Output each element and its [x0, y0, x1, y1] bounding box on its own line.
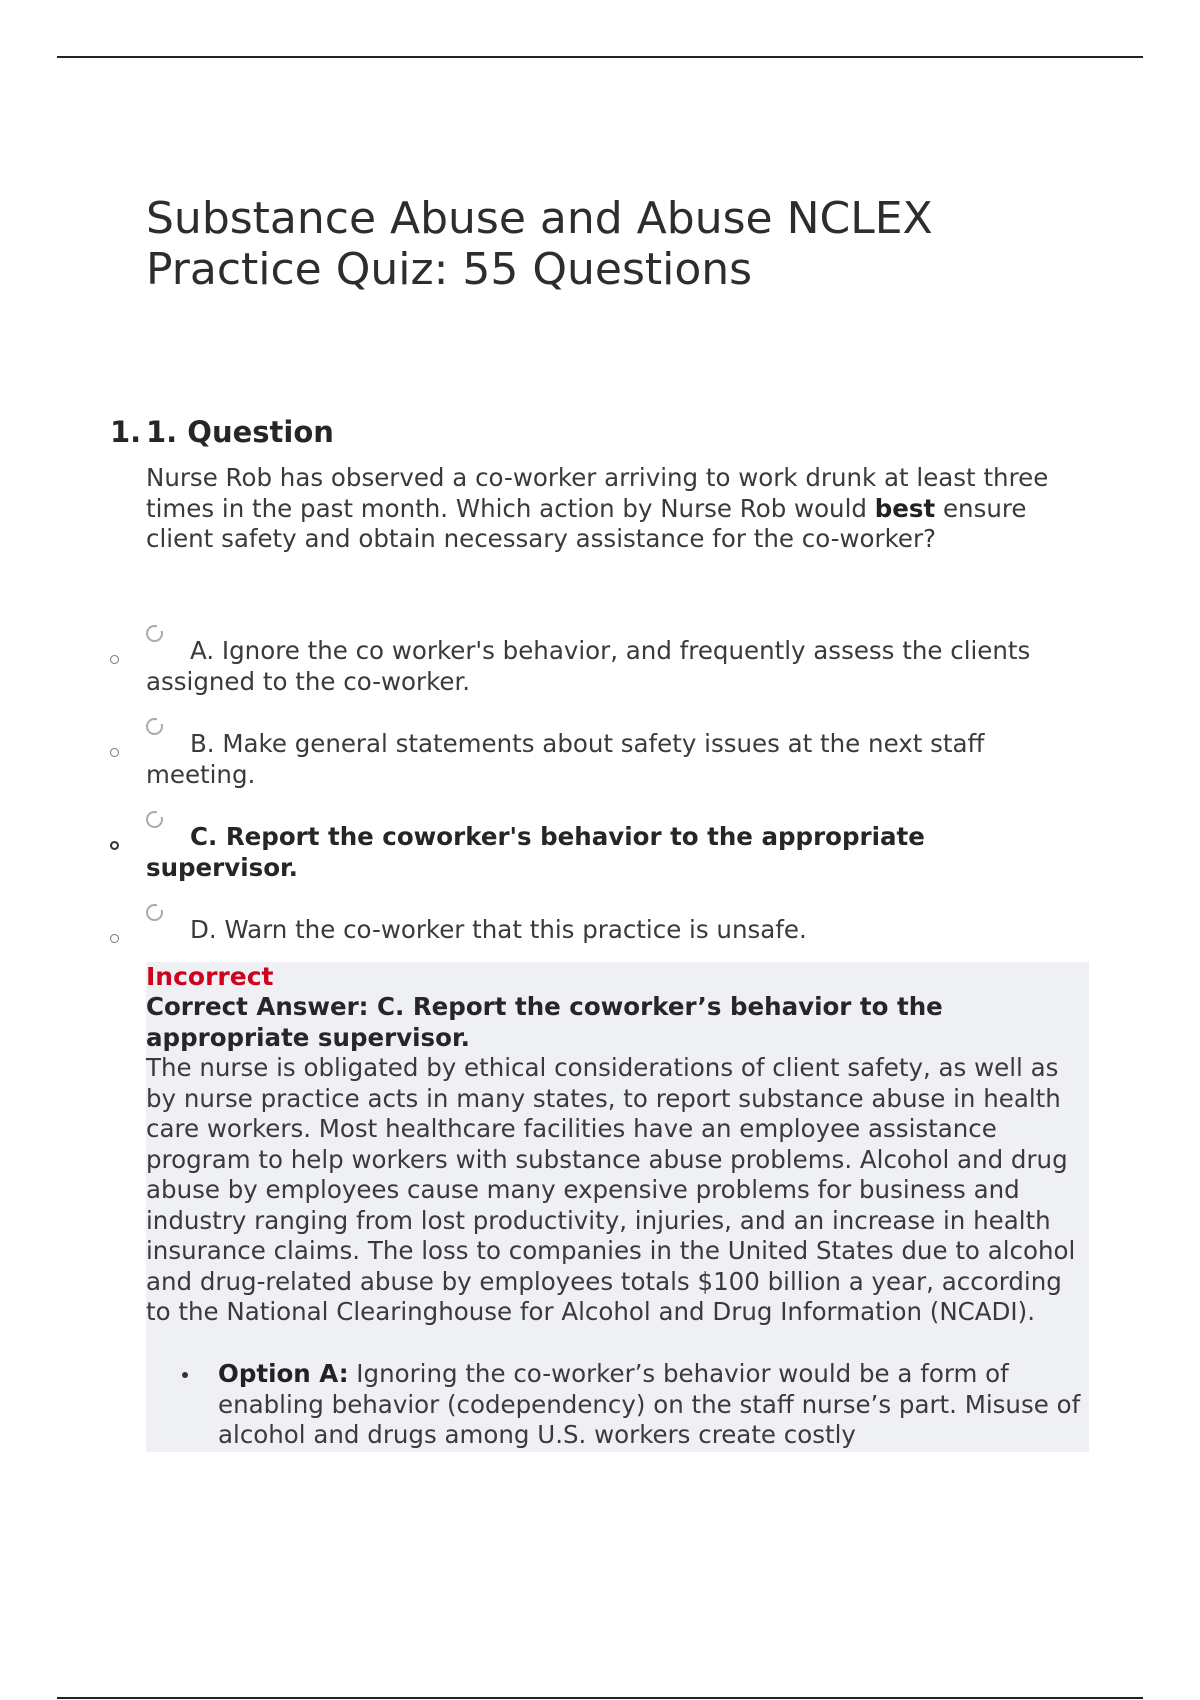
question-list-number: 1. — [110, 415, 142, 449]
correct-answer: Correct Answer: C. Report the coworker’s behavior to the appropriate supervisor. — [146, 992, 943, 1052]
feedback-status: Incorrect — [146, 962, 274, 991]
answer-option-b-label: B. Make general statements about safety issues at the next staff meeting. — [146, 729, 985, 789]
question-heading-label: 1. Question — [146, 415, 334, 449]
answer-option-d-label: D. Warn the co-worker that this practice is unsafe. — [190, 915, 807, 944]
question-text-end: ensure client safety and obtain necessary assistance for the co-worker? — [146, 493, 1027, 553]
top-rule — [57, 56, 1143, 58]
list-bullet-icon — [110, 655, 119, 664]
question-text-start: Nurse Rob has observed a co-worker arriving to work drunk at least three times in the past month. Which action by Nurse Rob would — [146, 463, 1049, 523]
answer-feedback-panel — [146, 962, 1089, 1452]
list-bullet-icon — [110, 841, 119, 850]
option-explanation-a — [182, 1359, 1089, 1451]
question-text-emphasis: best — [874, 493, 936, 523]
answer-option-c-label: C. Report the coworker's behavior to the appropriate supervisor. — [146, 822, 925, 882]
question-heading — [110, 415, 334, 449]
bottom-rule — [57, 1697, 1143, 1699]
list-bullet-icon — [110, 748, 119, 757]
question-text — [146, 463, 1076, 555]
bullet-icon — [182, 1372, 188, 1378]
answer-option-a-label: A. Ignore the co worker's behavior, and frequently assess the clients assigned to the co-worker. — [146, 636, 1031, 696]
option-explanation-label: Option A: — [218, 1359, 349, 1388]
option-explanation-text: Ignoring the co-worker’s behavior would be a form of enabling behavior (codependency) on the staff nurse’s part. Misuse of alcohol and drugs among U.S. workers create costly — [218, 1359, 1081, 1449]
list-bullet-icon — [110, 934, 119, 943]
option-explanations-list — [182, 1359, 1089, 1452]
page-title: Substance Abuse and Abuse NCLEX Practice Quiz: 55 Questions — [146, 193, 933, 295]
rationale-text: The nurse is obligated by ethical considerations of client safety, as well as by nurse practice acts in many states, to report substance abuse in health care workers. Most healthcare facilities have an employee assistance program to help workers with substance abuse problems. Alcohol and drug abuse by employees cause many expensive problems for business and industry ranging from lost productivity, injuries, and an increase in health insurance claims. The loss to companies in the United States due to alcohol and drug-related abuse by employees totals $100 billion a year, according to the National Clearinghouse for Alcohol and Drug Information (NCADI). — [146, 1053, 1076, 1326]
